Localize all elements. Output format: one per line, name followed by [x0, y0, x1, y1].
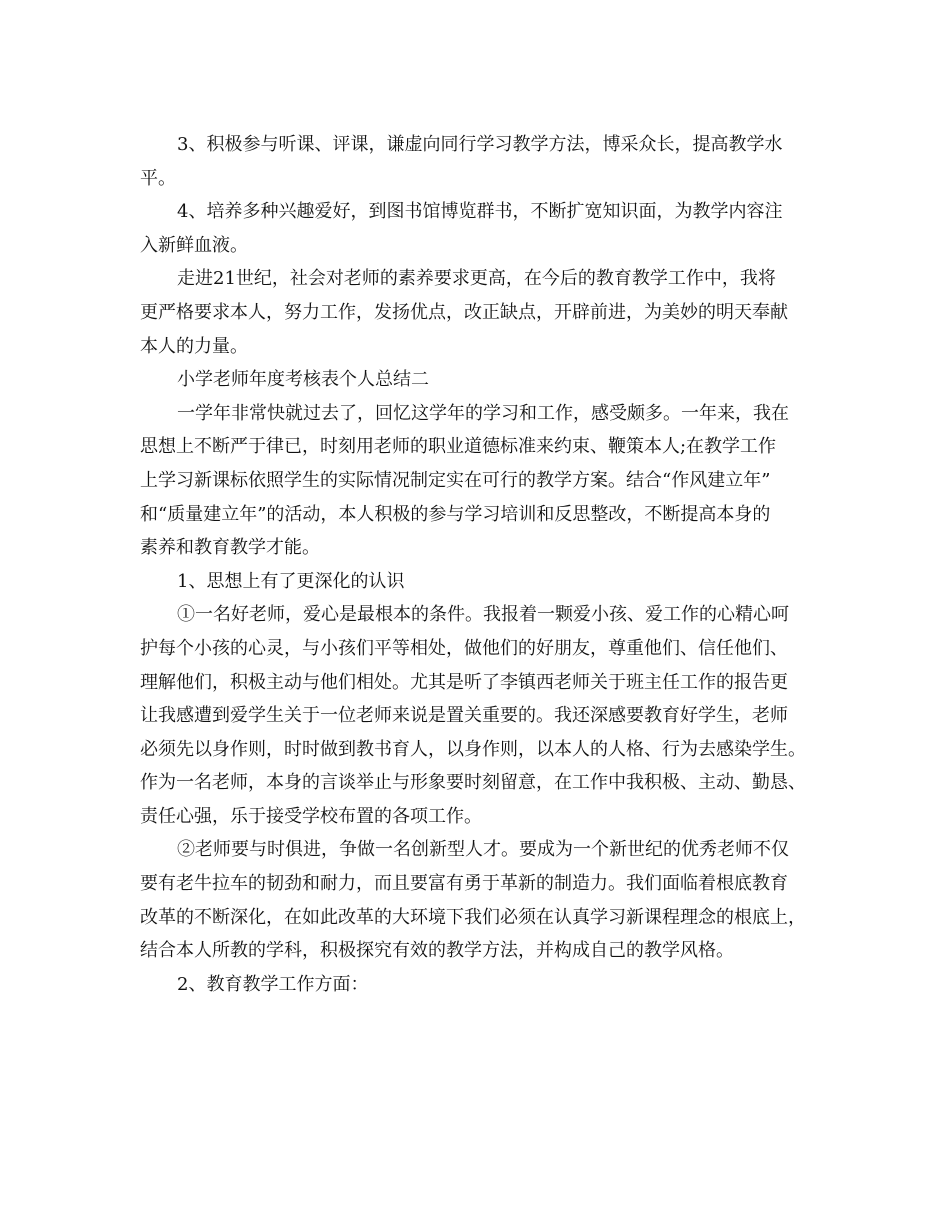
paragraph-line: 3、积极参与听课、评课，谦虚向同行学习教学方法，博采众长，提高教学水 — [177, 134, 783, 155]
paragraph-line: 改革的不断深化，在如此改革的大环境下我们必须在认真学习新课程理念的根底上， — [140, 906, 806, 928]
paragraph-line: 一学年非常快就过去了，回忆这学年的学习和工作，感受颇多。一年来，我在 — [177, 402, 789, 424]
paragraph-line: 和“质量建立年”的活动，本人积极的参与学习培训和反思整改，不断提高本身的 — [140, 503, 771, 525]
paragraph-line: 理解他们，积极主动与他们相处。尤其是听了李镇西老师关于班主任工作的报告更 — [140, 671, 788, 693]
paragraph-line: 责任心强，乐于接受学校布置的各项工作。 — [140, 805, 482, 827]
paragraph-line: 思想上不断严于律已，时刻用老师的职业道德标准来约束、鞭策本人;在教学工作 — [140, 436, 777, 458]
paragraph-line: ②老师要与时俱进，争做一名创新型人才。要成为一个新世纪的优秀老师不仅 — [177, 839, 789, 861]
document-body — [140, 128, 820, 1001]
paragraph-line: 必须先以身作则，时时做到教书育人，以身作则，以本人的人格、行为去感染学生。 — [140, 738, 806, 760]
paragraph-line: 要有老牛拉车的韧劲和耐力，而且要富有勇于革新的制造力。我们面临着根底教育 — [140, 873, 788, 895]
paragraph-line: 素养和教育教学才能。 — [140, 537, 320, 559]
paragraph-line: 入新鲜血液。 — [140, 234, 248, 256]
paragraph-line: 上学习新课标依照学生的实际情况制定实在可行的教学方案。结合“作风建立年” — [140, 469, 771, 491]
paragraph-line: 护每个小孩的心灵，与小孩们平等相处，做他们的好朋友，尊重他们、信任他们、 — [140, 637, 788, 659]
paragraph-line: 让我感遭到爱学生关于一位老师来说是置关重要的。我还深感要教育好学生，老师 — [140, 705, 788, 727]
paragraph-line: 平。 — [140, 167, 176, 189]
paragraph-line: 本人的力量。 — [140, 335, 248, 357]
paragraph-line: 作为一名老师，本身的言谈举止与形象要时刻留意，在工作中我积极、主动、勤恳、 — [140, 772, 806, 794]
section-heading: 小学老师年度考核表个人总结二 — [177, 369, 429, 391]
paragraph-line: ①一名好老师，爱心是最根本的条件。我报着一颗爱小孩、爱工作的心精心呵 — [177, 604, 789, 626]
paragraph-line: 更严格要求本人，努力工作，发扬优点，改正缺点，开辟前进，为美妙的明天奉献 — [140, 301, 788, 323]
paragraph-line: 结合本人所教的学科，积极探究有效的教学方法，并构成自己的教学风格。 — [140, 940, 734, 962]
subsection-heading: 2、教育教学工作方面： — [177, 973, 369, 995]
paragraph-line: 4、培养多种兴趣爱好，到图书馆博览群书，不断扩宽知识面，为教学内容注 — [177, 201, 783, 223]
paragraph-line: 走进21世纪，社会对老师的素养要求更高，在今后的教育教学工作中，我将 — [177, 268, 776, 290]
subsection-heading: 1、思想上有了更深化的认识 — [177, 570, 405, 592]
